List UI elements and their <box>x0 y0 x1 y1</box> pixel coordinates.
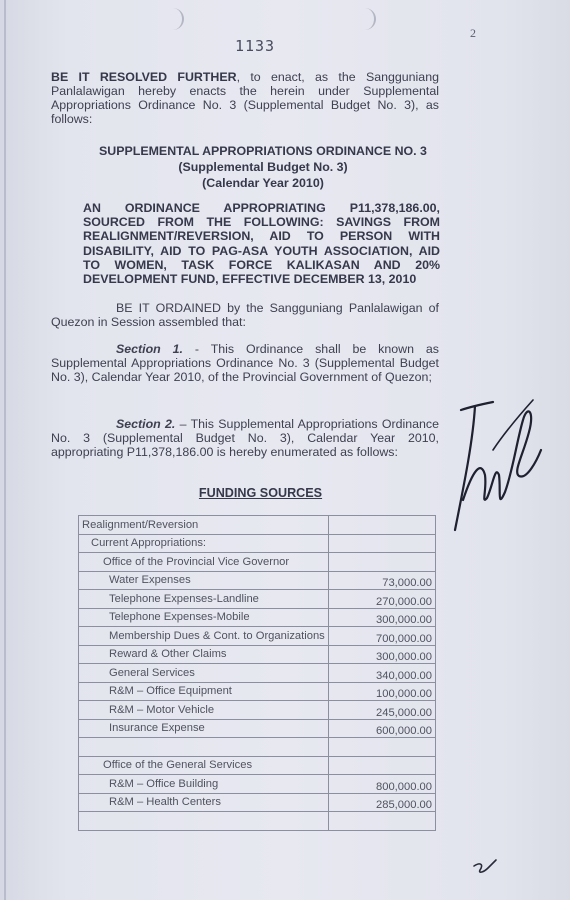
funding-row-label: Office of the General Services <box>79 756 329 775</box>
funding-sources-table <box>78 515 436 831</box>
funding-row-amount: 73,000.00 <box>329 571 436 590</box>
section-2-label: Section 2. <box>116 417 176 431</box>
funding-row-amount <box>329 553 436 572</box>
funding-row-amount: 285,000.00 <box>329 793 436 812</box>
funding-row <box>79 516 436 535</box>
funding-row-amount <box>329 812 436 831</box>
funding-row <box>79 534 436 553</box>
funding-row-label: Realignment/Reversion <box>79 516 329 535</box>
handwritten-initial <box>470 858 500 882</box>
funding-row-amount: 700,000.00 <box>329 627 436 646</box>
funding-row <box>79 590 436 609</box>
funding-row-label: Insurance Expense <box>79 719 329 738</box>
funding-row <box>79 682 436 701</box>
section-2-text: – This Supplemental Appropriations Ordinance No. 3 (Supplemental Budget No. 3), Calendar Year 2010, appropriating P11,378,186.00 is hereby enumerated as follows: <box>51 417 439 459</box>
funding-row <box>79 719 436 738</box>
page-edge-shadow <box>4 0 6 900</box>
funding-row-amount: 300,000.00 <box>329 608 436 627</box>
funding-row-amount: 300,000.00 <box>329 645 436 664</box>
funding-row-amount: 270,000.00 <box>329 590 436 609</box>
section-1-label: Section 1. <box>116 342 183 356</box>
funding-row <box>79 756 436 775</box>
funding-row-label: Current Appropriations: <box>79 534 329 553</box>
funding-row <box>79 553 436 572</box>
page-number: 2 <box>470 26 476 40</box>
funding-row-label: R&M – Office Building <box>79 775 329 794</box>
funding-row <box>79 645 436 664</box>
resolution-text: , to enact, as the Sangguniang Panlalawigan hereby enacts the herein under Supplemental Appropriations Ordinance No. 3 (Supplemental Budget No. 3), as follows: <box>51 70 439 126</box>
resolution-paragraph <box>51 70 439 126</box>
funding-row-label: General Services <box>79 664 329 683</box>
funding-row <box>79 775 436 794</box>
ordinance-title-line-1: SUPPLEMENTAL APPROPRIATIONS ORDINANCE NO. 3 <box>99 144 427 158</box>
funding-row-label: Telephone Expenses-Landline <box>79 590 329 609</box>
resolution-lead: BE IT RESOLVED FURTHER <box>51 70 237 84</box>
document-number: 1133 <box>234 37 276 55</box>
funding-row-amount: 800,000.00 <box>329 775 436 794</box>
punch-hole-right <box>362 8 376 30</box>
funding-row-label: Telephone Expenses-Mobile <box>79 608 329 627</box>
funding-row-amount: 600,000.00 <box>329 719 436 738</box>
funding-row-label <box>79 812 329 831</box>
funding-row-amount <box>329 516 436 535</box>
funding-row <box>79 627 436 646</box>
funding-row-label: Office of the Provincial Vice Governor <box>79 553 329 572</box>
funding-row <box>79 608 436 627</box>
funding-row <box>79 793 436 812</box>
funding-row-label: Membership Dues & Cont. to Organizations <box>79 627 329 646</box>
section-2-paragraph <box>51 417 439 459</box>
funding-row-label: R&M – Motor Vehicle <box>79 701 329 720</box>
funding-row-label: R&M – Health Centers <box>79 793 329 812</box>
funding-row-amount <box>329 534 436 553</box>
section-1-paragraph <box>51 342 439 384</box>
funding-row-amount <box>329 756 436 775</box>
ordinance-title-line-2: (Supplemental Budget No. 3) <box>178 160 348 174</box>
funding-row-amount: 100,000.00 <box>329 682 436 701</box>
ordained-paragraph: BE IT ORDAINED by the Sangguniang Panlalawigan of Quezon in Session assembled that: <box>51 301 439 329</box>
funding-row <box>79 571 436 590</box>
funding-row-amount <box>329 738 436 757</box>
funding-row-label: R&M – Office Equipment <box>79 682 329 701</box>
funding-row-label: Reward & Other Claims <box>79 645 329 664</box>
funding-row <box>79 664 436 683</box>
handwritten-signature <box>443 380 543 550</box>
funding-table-body <box>79 516 436 831</box>
funding-row-amount: 245,000.00 <box>329 701 436 720</box>
funding-row <box>79 738 436 757</box>
punch-hole-left <box>170 8 184 30</box>
section-1-text: - This Ordinance shall be known as Supplemental Appropriations Ordinance No. 3 (Supplemental Budget No. 3), Calendar Year 2010, of the Provincial Government of Quezon; <box>51 342 439 384</box>
funding-sources-heading: FUNDING SOURCES <box>198 486 323 500</box>
ordinance-title-line-3: (Calendar Year 2010) <box>202 176 324 190</box>
funding-row-label: Water Expenses <box>79 571 329 590</box>
funding-row <box>79 701 436 720</box>
funding-row-label <box>79 738 329 757</box>
ordinance-subject: AN ORDINANCE APPROPRIATING P11,378,186.00, SOURCED FROM THE FOLLOWING: SAVINGS FROM REALIGNMENT/REVERSION, AID TO PERSON WITH DISABILITY, AID TO PAG-ASA YOUTH ASSOCIATION, AID TO WOMEN, TASK FORCE KALIKASAN AND 20% DEVELOPMENT FUND, EFFECTIVE DECEMBER 13, 2010 <box>83 201 440 287</box>
funding-row <box>79 812 436 831</box>
funding-row-amount: 340,000.00 <box>329 664 436 683</box>
